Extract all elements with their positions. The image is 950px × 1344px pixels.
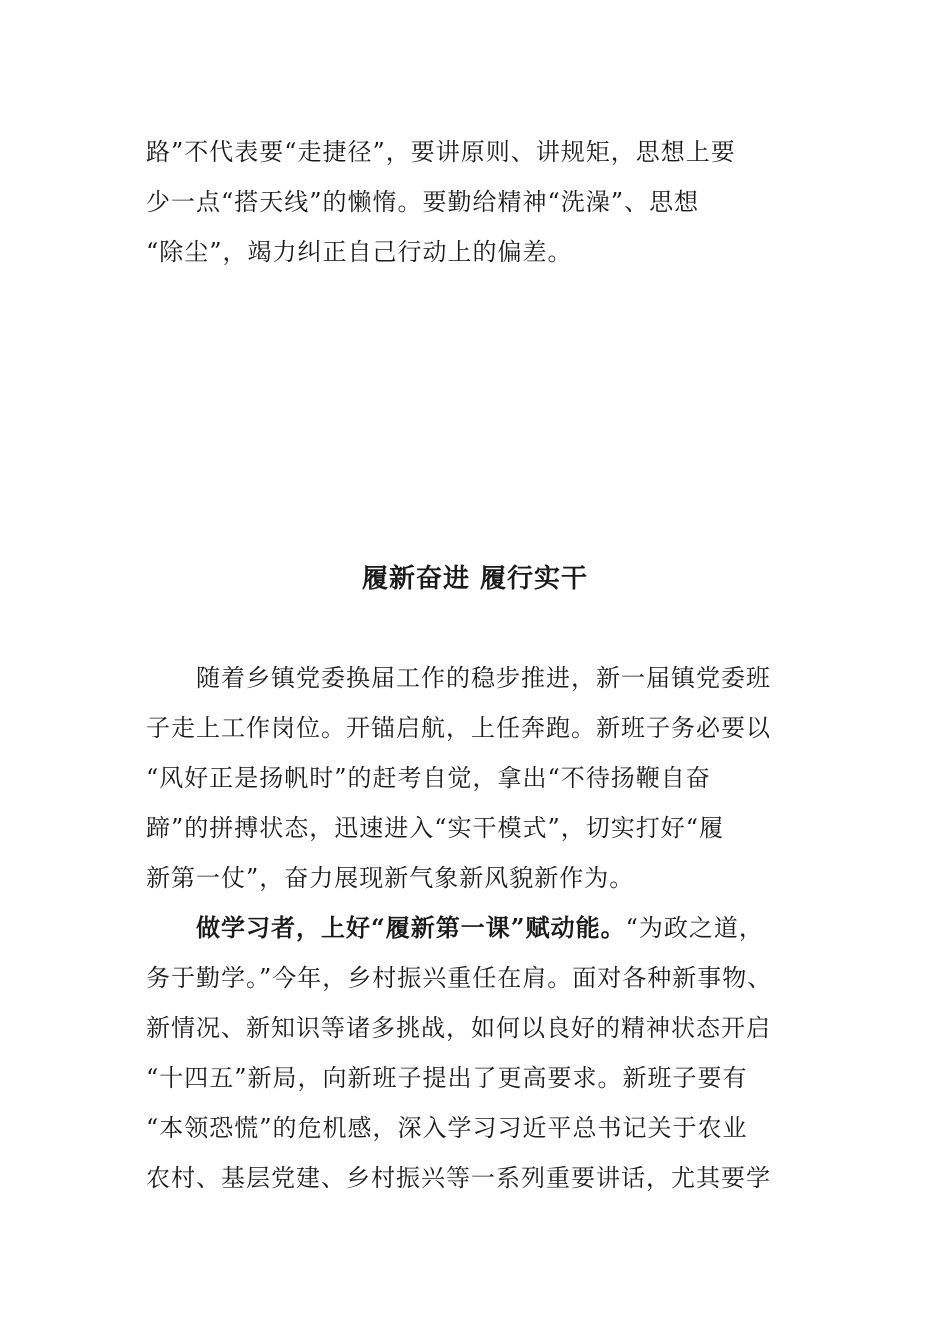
paragraph-line: 务于勤学。”今年，乡村振兴重任在肩。面对各种新事物、: [146, 964, 773, 992]
paragraph-line: 新第一仗”，奋力展现新气象新风貌新作为。: [146, 864, 635, 892]
paragraph-line: 子走上工作岗位。开锚启航，上任奔跑。新班子务必要以: [146, 714, 771, 742]
paragraph-line: 随着乡镇党委换届工作的稳步推进，新一届镇党委班: [196, 664, 771, 692]
paragraph-line: “除尘”，竭力纠正自己行动上的偏差。: [146, 238, 573, 266]
paragraph-line: 农村、基层党建、乡村振兴等一系列重要讲话，尤其要学: [146, 1164, 771, 1192]
paragraph-line: 新情况、新知识等诸多挑战，如何以良好的精神状态开启: [146, 1014, 771, 1042]
paragraph-line: 少一点“搭天线”的懒惰。要勤给精神“洗澡”、思想: [146, 188, 700, 216]
paragraph-text: “为政之道，: [625, 914, 764, 942]
paragraph-line: [196, 913, 764, 943]
section-title: 履新奋进 履行实干: [361, 564, 589, 594]
paragraph-line: “风好正是扬帆时”的赶考自觉，拿出“不待扬鞭自奋: [146, 764, 711, 792]
paragraph-line: “十四五”新局，向新班子提出了更高要求。新班子要有: [146, 1064, 748, 1092]
paragraph-line: 路”不代表要“走捷径”，要讲原则、讲规矩，思想上要: [146, 138, 736, 166]
paragraph-line: 蹄”的拼搏状态，迅速进入“实干模式”，切实打好“履: [146, 814, 725, 842]
paragraph-line: “本领恐慌”的危机感，深入学习习近平总书记关于农业: [146, 1114, 748, 1142]
bold-lead-sentence: 做学习者，上好“履新第一课”赋动能。: [196, 913, 626, 942]
